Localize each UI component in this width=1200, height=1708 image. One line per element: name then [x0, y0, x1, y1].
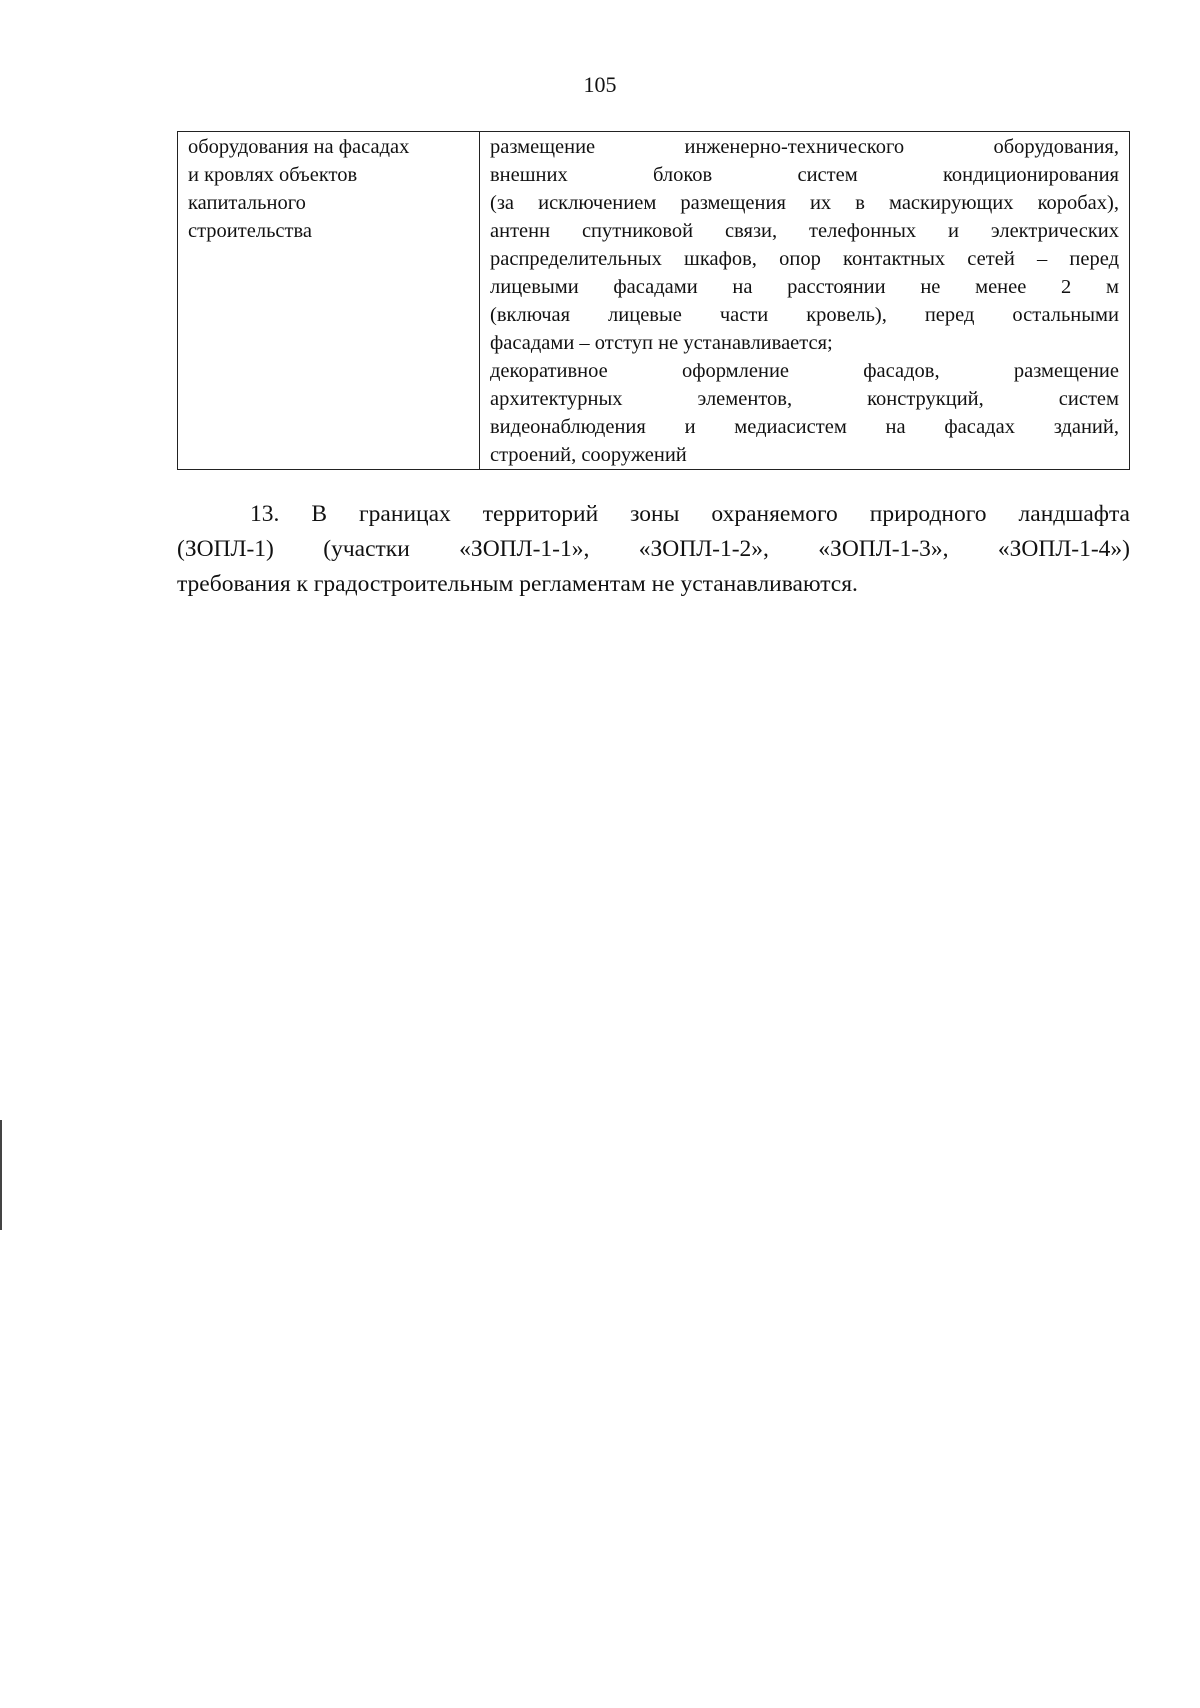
- paragraph-13: [177, 497, 1130, 602]
- table-cell-subject: [178, 132, 480, 470]
- cell-line: декоративное оформление фасадов, размещение: [490, 360, 1119, 382]
- cell-line: капитального: [188, 192, 306, 214]
- paragraph-line: требования к градостроительным регламентам не устанавливаются.: [177, 571, 858, 597]
- cell-line: распределительных шкафов, опор контактных сетей – перед: [490, 248, 1119, 270]
- cell-line: (за исключением размещения их в маскирующих коробах),: [490, 192, 1119, 214]
- cell-line: строительства: [188, 220, 312, 242]
- cell-line: оборудования на фасадах: [188, 136, 410, 158]
- cell-line: фасадами – отступ не устанавливается;: [490, 332, 833, 354]
- cell-line: архитектурных элементов, конструкций, систем: [490, 388, 1119, 410]
- cell-line: строений, сооружений: [490, 444, 687, 466]
- cell-line: лицевыми фасадами на расстоянии не менее 2 м: [490, 276, 1119, 298]
- table-row: [178, 132, 1130, 470]
- regulations-table: [177, 131, 1130, 470]
- page-number: 105: [583, 72, 617, 97]
- cell-line: (включая лицевые части кровель), перед остальными: [490, 304, 1119, 326]
- cell-line: и кровлях объектов: [188, 164, 358, 186]
- scan-edge-mark: [0, 1120, 2, 1230]
- paragraph-line: 13. В границах территорий зоны охраняемого природного ландшафта: [250, 501, 1130, 527]
- cell-line: внешних блоков систем кондиционирования: [490, 164, 1119, 186]
- paragraph-line: (ЗОПЛ-1) (участки «ЗОПЛ-1-1», «ЗОПЛ-1-2», «ЗОПЛ-1-3», «ЗОПЛ-1-4»): [177, 536, 1130, 562]
- table-cell-requirements: [480, 132, 1130, 470]
- cell-line: видеонаблюдения и медиасистем на фасадах зданий,: [490, 416, 1119, 438]
- cell-line: размещение инженерно-технического оборудования,: [490, 136, 1119, 158]
- cell-line: антенн спутниковой связи, телефонных и электрических: [490, 220, 1119, 242]
